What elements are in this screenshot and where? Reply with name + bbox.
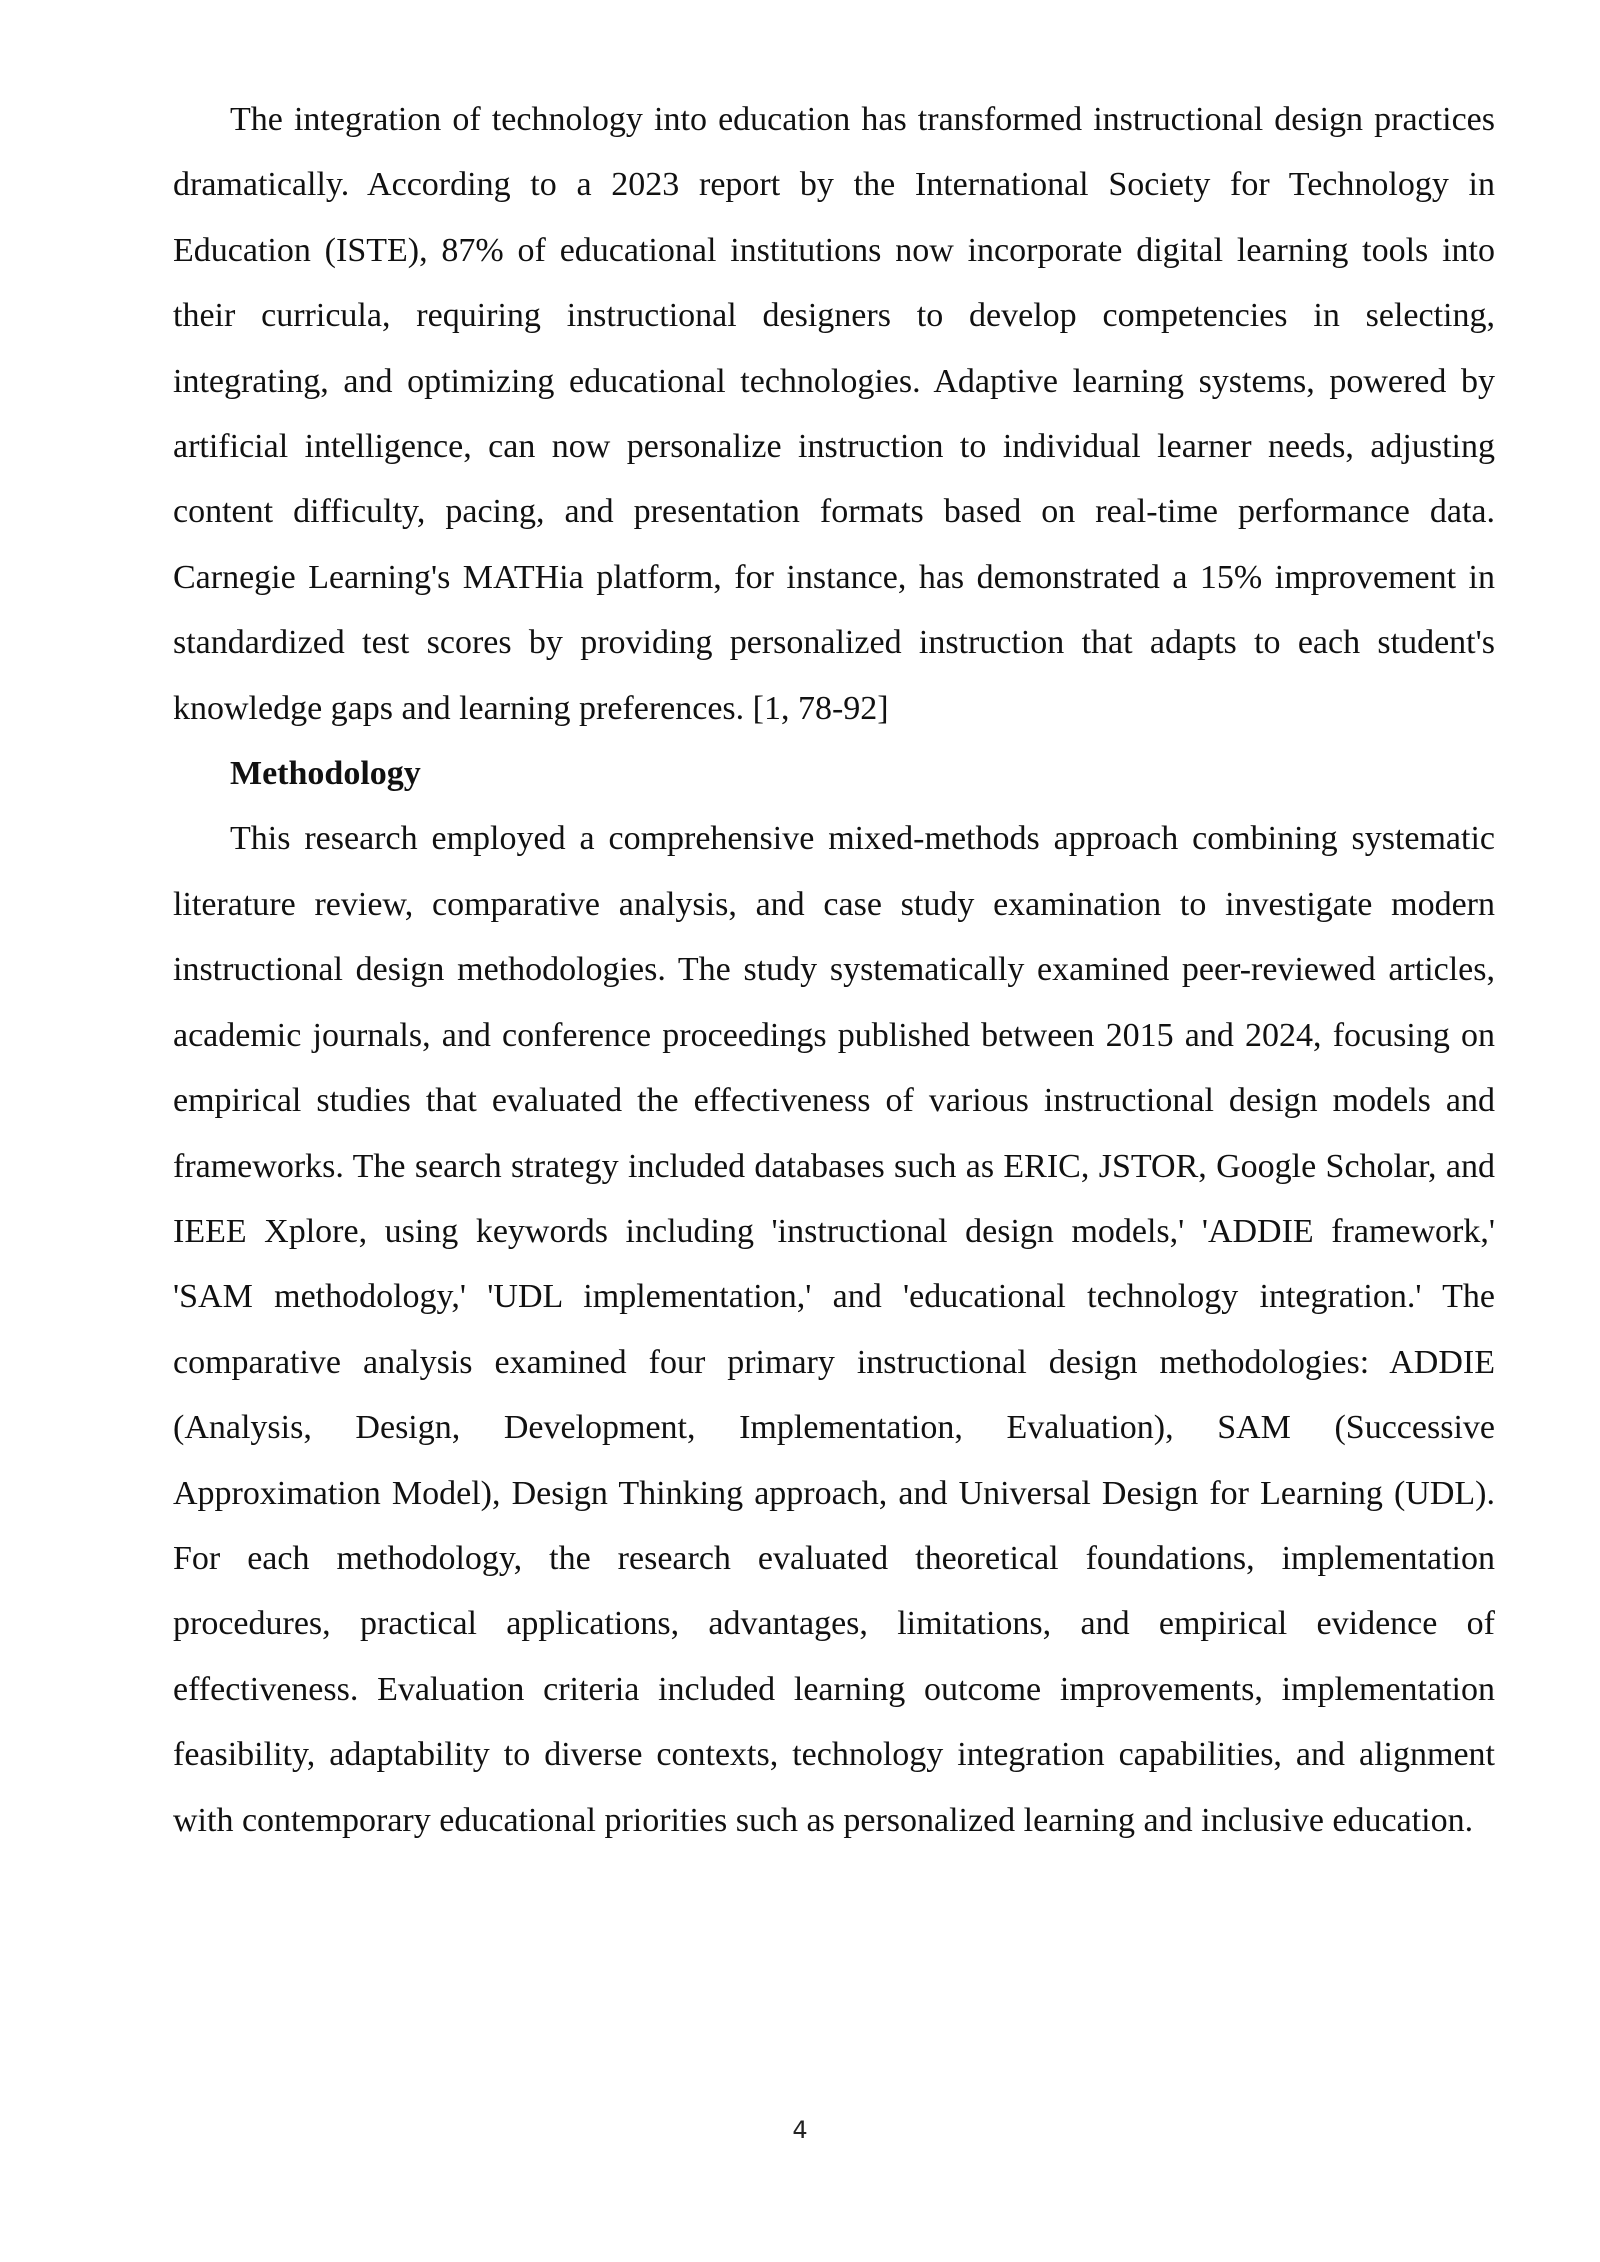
page-number: 4	[792, 2116, 808, 2144]
paragraph-technology-integration: The integration of technology into education has transformed instructional design practices dramatically. According to a 2023 report by the International Society for Technology in Education (ISTE), 87% of educational institutions now incorporate digital learning tools into their curricula, requiring instructional designers to develop competencies in selecting, integrating, and optimizing educational technologies. Adaptive learning systems, powered by artificial intelligence, can now personalize instruction to individual learner needs, adjusting content difficulty, pacing, and presentation formats based on real-time performance data. Carnegie Learning's MATHia platform, for instance, has demonstrated a 15% improvement in standardized test scores by providing personalized instruction that adapts to each student's knowledge gaps and learning preferences. [1, 78-92]	[173, 101, 1495, 727]
body-text	[173, 87, 1495, 1853]
section-heading-methodology: Methodology	[230, 755, 421, 793]
paragraph-methodology: This research employed a comprehensive mixed-methods approach combining systematic literature review, comparative analysis, and case study examination to investigate modern instructional design methodologies. The study systematically examined peer-reviewed articles, academic journals, and conference proceedings published between 2015 and 2024, focusing on empirical studies that evaluated the effectiveness of various instructional design models and frameworks. The search strategy included databases such as ERIC, JSTOR, Google Scholar, and IEEE Xplore, using keywords including 'instructional design models,' 'ADDIE framework,' 'SAM methodology,' 'UDL implementation,' and 'educational technology integration.' The comparative analysis examined four primary instructional design methodologies: ADDIE (Analysis, Design, Development, Implementation, Evaluation), SAM (Successive Approximation Model), Design Thinking approach, and Universal Design for Learning (UDL). For each methodology, the research evaluated theoretical foundations, implementation procedures, practical applications, advantages, limitations, and empirical evidence of effectiveness. Evaluation criteria included learning outcome improvements, implementation feasibility, adaptability to diverse contexts, technology integration capabilities, and alignment with contemporary educational priorities such as personalized learning and inclusive education.	[173, 820, 1495, 1839]
